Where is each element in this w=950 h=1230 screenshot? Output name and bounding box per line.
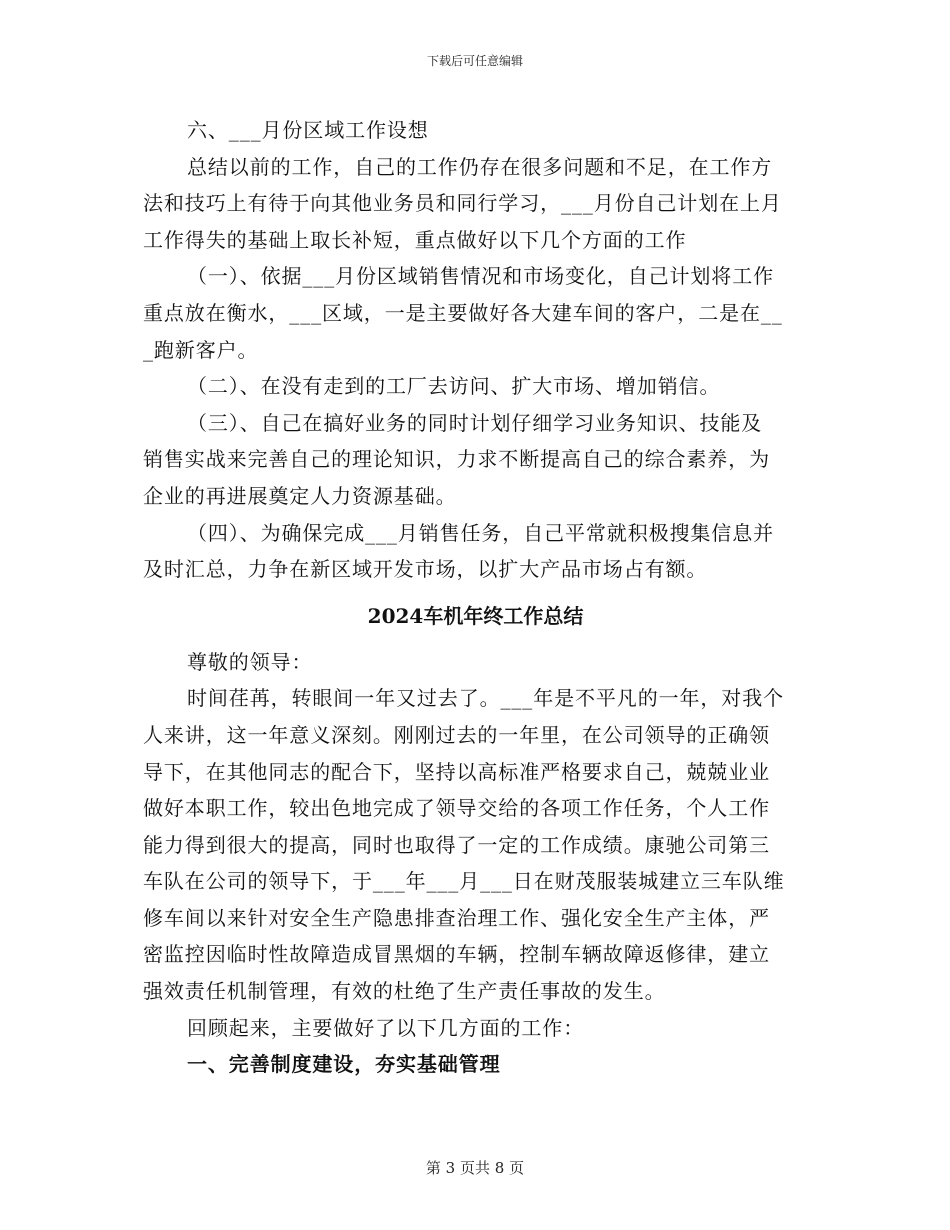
text-line: 强效责任机制管理，有效的杜绝了生产责任事故的发生。: [143, 979, 666, 1004]
text-line: 时间荏苒，转眼间一年又过去了。___年是不平凡的一年，对我个: [187, 686, 784, 711]
text-line: 修车间以来针对安全生产隐患排查治理工作、强化安全生产主体，严: [143, 905, 770, 930]
text-line: 总结以前的工作，自己的工作仍存在很多问题和不足，在工作方: [187, 154, 773, 179]
text-line: 人来讲，这一年意义深刻。刚刚过去的一年里，在公司领导的正确领: [143, 722, 770, 747]
text-line: 工作得失的基础上取长补短，重点做好以下几个方面的工作: [143, 227, 687, 252]
text-line: 回顾起来，主要做好了以下几方面的工作：: [187, 1015, 585, 1040]
text-line: 企业的再进展奠定人力资源基础。: [143, 483, 457, 508]
text-line: 做好本职工作，较出色地完成了领导交给的各项工作任务，个人工作: [143, 796, 770, 821]
text-line: 法和技巧上有待于向其他业务员和同行学习，___月份自己计划在上月: [143, 191, 782, 216]
text-line: （三）、自己在搞好业务的同时计划仔细学习业务知识、技能及: [187, 410, 763, 435]
text-line: 尊敬的领导：: [187, 649, 313, 674]
text-line: 销售实战来完善自己的理论知识，力求不断提高自己的综合素养，为: [143, 447, 770, 472]
text-line: _跑新客户。: [143, 337, 259, 362]
text-line: （一）、依据___月份区域销售情况和市场变化，自己计划将工作: [187, 264, 774, 289]
section-work-plan: [143, 112, 808, 588]
text-line: （四）、为确保完成___月销售任务，自己平常就积极搜集信息并: [187, 520, 774, 545]
text-line: 密监控因临时性故障造成冒黑烟的车辆，控制车辆故障返修律，建立: [143, 942, 770, 967]
text-line: （二）、在没有走到的工厂去访问、扩大市场、增加销信。: [187, 374, 721, 399]
text-line: 导下，在其他同志的配合下，坚持以高标准严格要求自己，兢兢业业: [143, 759, 770, 784]
text-line: 车队在公司的领导下，于___年___月___日在财茂服装城建立三车队维: [143, 869, 785, 894]
text-line: 及时汇总，力争在新区域开发市场，以扩大产品市场占有额。: [143, 557, 708, 582]
page-number: 第 3 页共 8 页: [425, 1159, 525, 1177]
document-title: 2024车机年终工作总结: [367, 603, 584, 628]
document-body: [143, 112, 808, 1083]
section-heading: 一、完善制度建设，夯实基础管理: [187, 1052, 501, 1077]
section-year-summary: [143, 644, 808, 1083]
page-header-note: 下载后可任意编辑: [426, 54, 523, 68]
text-line: 重点放在衡水，___区域，一是主要做好各大建车间的客户，二是在__: [143, 300, 783, 325]
text-line: 能力得到很大的提高，同时也取得了一定的工作成绩。康驰公司第三: [143, 832, 770, 857]
text-line: 六、___月份区域工作设想: [187, 118, 429, 142]
